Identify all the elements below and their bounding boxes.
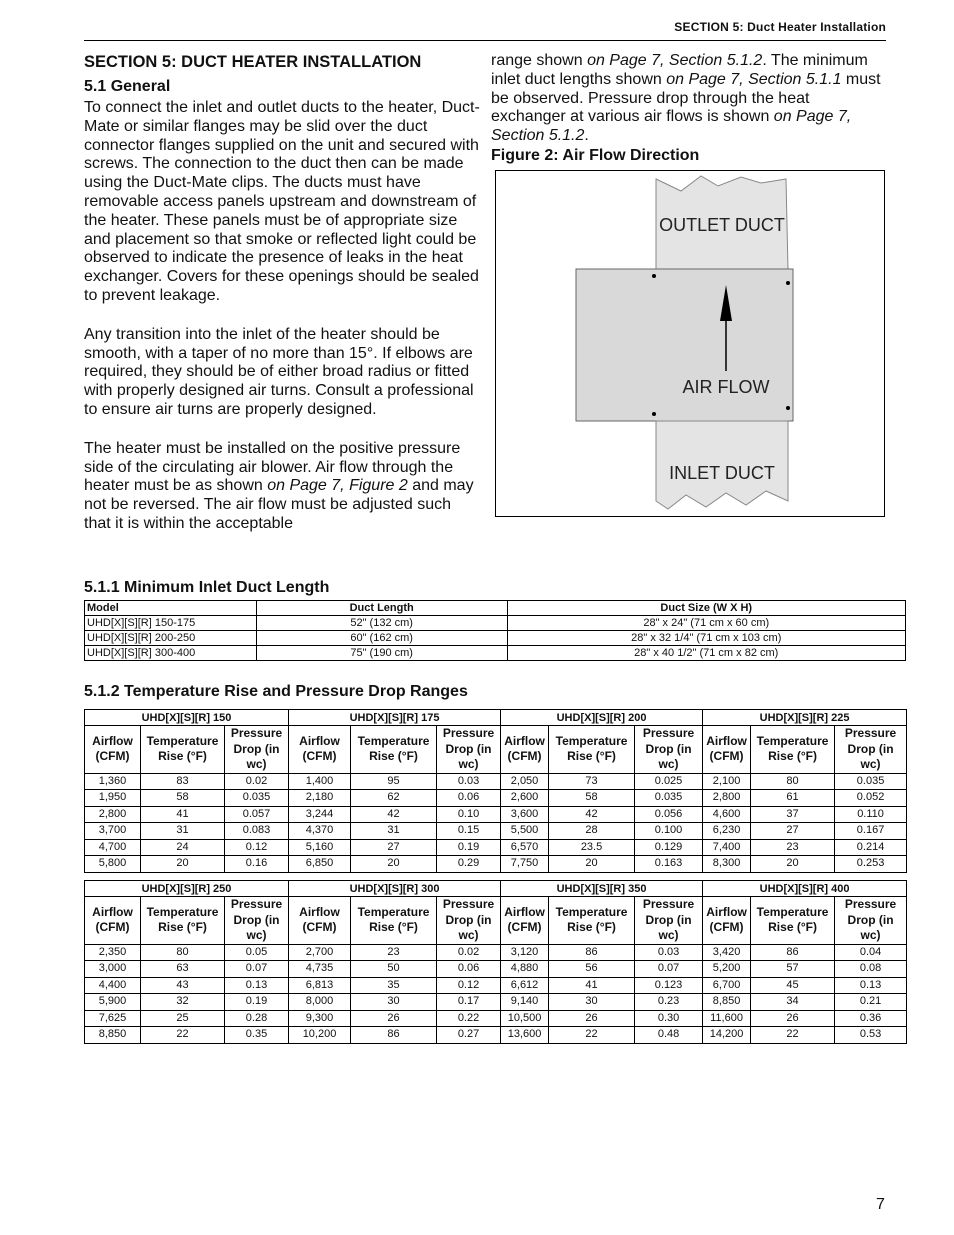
table-cell: 61 (751, 790, 835, 807)
header-rule (84, 40, 886, 41)
table-cell: 75" (190 cm) (256, 646, 507, 661)
table-cell: 0.12 (437, 977, 501, 994)
table-cell: 0.057 (225, 806, 289, 823)
table-cell: 20 (549, 856, 635, 873)
table-cell: 31 (141, 823, 225, 840)
temp-rise-table-2 (84, 880, 907, 1044)
table-cell: 4,400 (85, 977, 141, 994)
table-cell: 0.53 (835, 1027, 907, 1044)
table-cell: 4,600 (703, 806, 751, 823)
screw-icon (652, 412, 656, 416)
table-cell: 24 (141, 839, 225, 856)
table-row (85, 977, 907, 994)
table-row (85, 646, 906, 661)
table-cell: 0.48 (635, 1027, 703, 1044)
table-cell: 80 (751, 773, 835, 790)
column-header: Airflow (CFM) (289, 726, 351, 774)
section-reference: on Page 7, Section 5.1.2 (491, 108, 852, 145)
table-cell: 0.035 (225, 790, 289, 807)
column-header: Pressure Drop (in wc) (635, 897, 703, 945)
left-column (84, 52, 480, 534)
table-cell: 0.12 (225, 839, 289, 856)
table-cell: 0.100 (635, 823, 703, 840)
table-cell: 43 (141, 977, 225, 994)
table-cell: 0.07 (635, 961, 703, 978)
screw-icon (786, 406, 790, 410)
table-cell: 0.15 (437, 823, 501, 840)
table-cell: 20 (751, 856, 835, 873)
table-cell: 1,950 (85, 790, 141, 807)
table-cell: 8,850 (703, 994, 751, 1011)
table-cell: 50 (351, 961, 437, 978)
table-cell: 2,800 (85, 806, 141, 823)
table-cell: 6,813 (289, 977, 351, 994)
column-header: Temperature Rise (°F) (141, 726, 225, 774)
table-cell: 0.163 (635, 856, 703, 873)
table-cell: 37 (751, 806, 835, 823)
table-cell: 5,900 (85, 994, 141, 1011)
general-heading: 5.1 General (84, 78, 171, 95)
table-cell: 45 (751, 977, 835, 994)
column-header: Temperature Rise (°F) (751, 897, 835, 945)
table-cell: 32 (141, 994, 225, 1011)
column-header: Pressure Drop (in wc) (437, 726, 501, 774)
general-para-1: To connect the inlet and outlet ducts to the heater, Duct-Mate or similar flanges may be slid over the duct connector flanges supplied on the unit and secured with screws. The connection to the duct then can be made using the Duct-Mate clips. The ducts must have removable access panels upstream and downstream of the heater. These panels must be of appropriate size and placement so that smoke or reflected light could be observed to indicate the presence of leaks in the heat exchanger. Covers for these openings should be sealed to prevent leakage. (84, 99, 480, 304)
table-cell: 34 (751, 994, 835, 1011)
table-cell: 22 (141, 1027, 225, 1044)
table-cell: 2,100 (703, 773, 751, 790)
model-header-row (85, 881, 907, 897)
table-cell: 7,400 (703, 839, 751, 856)
table-cell: 0.03 (437, 773, 501, 790)
table-cell: 6,850 (289, 856, 351, 873)
table-cell: 5,800 (85, 856, 141, 873)
table-row (85, 1010, 907, 1027)
table-cell: 1,400 (289, 773, 351, 790)
air-flow-diagram (496, 171, 883, 515)
table-cell: 10,500 (501, 1010, 549, 1027)
table-cell: 42 (351, 806, 437, 823)
table-cell: 0.19 (225, 994, 289, 1011)
table-cell: 10,200 (289, 1027, 351, 1044)
right-column (491, 52, 887, 166)
table-cell: 63 (141, 961, 225, 978)
table-cell: 11,600 (703, 1010, 751, 1027)
table-cell: 83 (141, 773, 225, 790)
table-cell: 0.214 (835, 839, 907, 856)
model-header: UHD[X][S][R] 300 (289, 881, 501, 897)
table-cell: 41 (141, 806, 225, 823)
table-cell: 58 (141, 790, 225, 807)
table-cell: 0.035 (835, 773, 907, 790)
table-cell: 3,700 (85, 823, 141, 840)
table-cell: 0.10 (437, 806, 501, 823)
general-para-3: The heater must be installed on the positive pressure side of the circulating air blower. Air flow through the heater must be as shown on Page 7, Figure 2 and may not be reversed. The air flow must be adjusted such that it is within the acceptable (84, 439, 474, 532)
table-cell: 22 (751, 1027, 835, 1044)
outlet-duct-label: OUTLET DUCT (659, 215, 785, 235)
table-cell: 3,420 (703, 944, 751, 961)
table-cell: 4,735 (289, 961, 351, 978)
table-cell: 20 (351, 856, 437, 873)
table-cell: UHD[X][S][R] 300-400 (85, 646, 257, 661)
table-cell: 0.35 (225, 1027, 289, 1044)
table-cell: 26 (351, 1010, 437, 1027)
column-header: Pressure Drop (in wc) (635, 726, 703, 774)
table-cell: 3,600 (501, 806, 549, 823)
table-cell: 3,120 (501, 944, 549, 961)
temp-rise-heading: 5.1.2 Temperature Rise and Pressure Drop Ranges (84, 683, 468, 700)
table-cell: 13,600 (501, 1027, 549, 1044)
table-cell: 0.29 (437, 856, 501, 873)
table-cell: 27 (751, 823, 835, 840)
table-cell: 23 (751, 839, 835, 856)
table-cell: 86 (549, 944, 635, 961)
table-cell: 60" (162 cm) (256, 631, 507, 646)
table-cell: 2,050 (501, 773, 549, 790)
table-cell: 0.129 (635, 839, 703, 856)
table-cell: 4,880 (501, 961, 549, 978)
table-cell: 2,700 (289, 944, 351, 961)
inlet-duct-label: INLET DUCT (669, 463, 775, 483)
column-header: Airflow (CFM) (85, 726, 141, 774)
column-header: Pressure Drop (in wc) (225, 726, 289, 774)
table-cell: 0.04 (835, 944, 907, 961)
figure-title: Figure 2: Air Flow Direction (491, 146, 700, 164)
model-header: UHD[X][S][R] 200 (501, 710, 703, 726)
model-header-row (85, 710, 907, 726)
column-header: Temperature Rise (°F) (549, 726, 635, 774)
table-cell: 30 (351, 994, 437, 1011)
table-cell: 73 (549, 773, 635, 790)
column-header: Pressure Drop (in wc) (437, 897, 501, 945)
table-cell: 0.07 (225, 961, 289, 978)
table-cell: 0.13 (225, 977, 289, 994)
table-cell: 0.21 (835, 994, 907, 1011)
table-cell: 28" x 32 1/4" (71 cm x 103 cm) (507, 631, 905, 646)
column-header: Model (85, 601, 257, 616)
column-header-row (85, 726, 907, 774)
screw-icon (652, 274, 656, 278)
table-cell: 9,300 (289, 1010, 351, 1027)
min-inlet-table (84, 600, 906, 661)
column-header: Airflow (CFM) (85, 897, 141, 945)
model-header: UHD[X][S][R] 250 (85, 881, 289, 897)
column-header: Airflow (CFM) (703, 897, 751, 945)
table-cell: 0.06 (437, 961, 501, 978)
table-cell: 0.052 (835, 790, 907, 807)
column-header: Temperature Rise (°F) (141, 897, 225, 945)
table-cell: 0.123 (635, 977, 703, 994)
air-flow-figure (495, 170, 885, 517)
column-header: Pressure Drop (in wc) (225, 897, 289, 945)
table-cell: 3,244 (289, 806, 351, 823)
table-cell: 0.035 (635, 790, 703, 807)
column-header: Airflow (CFM) (703, 726, 751, 774)
table-cell: 0.36 (835, 1010, 907, 1027)
table-cell: 27 (351, 839, 437, 856)
column-header: Temperature Rise (°F) (751, 726, 835, 774)
table-cell: 6,612 (501, 977, 549, 994)
table-cell: 28" x 40 1/2" (71 cm x 82 cm) (507, 646, 905, 661)
table-cell: 5,200 (703, 961, 751, 978)
table-cell: 23.5 (549, 839, 635, 856)
column-header: Duct Length (256, 601, 507, 616)
table-cell: 52" (132 cm) (256, 616, 507, 631)
table-cell: 20 (141, 856, 225, 873)
table-cell: 28 (549, 823, 635, 840)
table-cell: 9,140 (501, 994, 549, 1011)
model-header: UHD[X][S][R] 150 (85, 710, 289, 726)
table-cell: 35 (351, 977, 437, 994)
column-header: Pressure Drop (in wc) (835, 897, 907, 945)
section-reference: on Page 7, Section 5.1.2 (587, 52, 763, 69)
table-cell: 6,230 (703, 823, 751, 840)
general-para-3-continued: range shown on Page 7, Section 5.1.2. The minimum inlet duct lengths shown on Page 7, Section 5.1.1 must be observed. Pressure drop through the heat exchanger at various air flows is shown on Page 7, Section 5.1.2. (491, 52, 881, 145)
table-cell: 95 (351, 773, 437, 790)
table-row (85, 994, 907, 1011)
table-cell: 0.056 (635, 806, 703, 823)
screw-icon (786, 281, 790, 285)
table-cell: 56 (549, 961, 635, 978)
table-cell: 0.30 (635, 1010, 703, 1027)
table-cell: 7,625 (85, 1010, 141, 1027)
column-header: Airflow (CFM) (501, 897, 549, 945)
section-title: SECTION 5: DUCT HEATER INSTALLATION (84, 53, 422, 71)
table-row (85, 839, 907, 856)
table-cell: 7,750 (501, 856, 549, 873)
table-cell: 8,300 (703, 856, 751, 873)
model-header: UHD[X][S][R] 350 (501, 881, 703, 897)
table-cell: 5,500 (501, 823, 549, 840)
table-row (85, 790, 907, 807)
table-cell: 62 (351, 790, 437, 807)
table-cell: 0.28 (225, 1010, 289, 1027)
table-header-row (85, 601, 906, 616)
table-row (85, 1027, 907, 1044)
table-cell: 0.110 (835, 806, 907, 823)
table-cell: 57 (751, 961, 835, 978)
table-cell: 4,370 (289, 823, 351, 840)
table-cell: 58 (549, 790, 635, 807)
table-cell: 8,000 (289, 994, 351, 1011)
table-cell: 6,700 (703, 977, 751, 994)
table-cell: 0.23 (635, 994, 703, 1011)
table-cell: 0.167 (835, 823, 907, 840)
table-cell: UHD[X][S][R] 200-250 (85, 631, 257, 646)
table-row (85, 856, 907, 873)
column-header-row (85, 897, 907, 945)
table-row (85, 616, 906, 631)
table-cell: 0.19 (437, 839, 501, 856)
table-cell: 0.06 (437, 790, 501, 807)
model-header: UHD[X][S][R] 400 (703, 881, 907, 897)
table-cell: 0.17 (437, 994, 501, 1011)
temp-rise-table-1 (84, 709, 907, 873)
column-header: Airflow (CFM) (501, 726, 549, 774)
table-cell: 2,350 (85, 944, 141, 961)
table-row (85, 806, 907, 823)
table-cell: 0.02 (437, 944, 501, 961)
table-cell: 6,570 (501, 839, 549, 856)
table-cell: 0.253 (835, 856, 907, 873)
table-cell: 22 (549, 1027, 635, 1044)
table-cell: 14,200 (703, 1027, 751, 1044)
table-cell: 86 (351, 1027, 437, 1044)
table-row (85, 823, 907, 840)
table-cell: 0.05 (225, 944, 289, 961)
table-cell: 26 (751, 1010, 835, 1027)
table-cell: 1,360 (85, 773, 141, 790)
table-cell: 3,000 (85, 961, 141, 978)
model-header: UHD[X][S][R] 175 (289, 710, 501, 726)
table-cell: 5,160 (289, 839, 351, 856)
column-header: Pressure Drop (in wc) (835, 726, 907, 774)
column-header: Duct Size (W X H) (507, 601, 905, 616)
table-cell: 28" x 24" (71 cm x 60 cm) (507, 616, 905, 631)
min-inlet-heading: 5.1.1 Minimum Inlet Duct Length (84, 579, 330, 596)
table-cell: 0.27 (437, 1027, 501, 1044)
table-row (85, 773, 907, 790)
table-cell: 41 (549, 977, 635, 994)
table-cell: 0.08 (835, 961, 907, 978)
running-header: SECTION 5: Duct Heater Installation (674, 20, 886, 34)
column-header: Temperature Rise (°F) (351, 897, 437, 945)
table-cell: 0.16 (225, 856, 289, 873)
table-cell: 86 (751, 944, 835, 961)
table-cell: 0.02 (225, 773, 289, 790)
table-row (85, 961, 907, 978)
figure-reference: on Page 7, Figure 2 (267, 477, 408, 495)
airflow-label: AIR FLOW (682, 377, 770, 397)
heater-body (576, 269, 793, 421)
table-cell: 0.22 (437, 1010, 501, 1027)
table-cell: 30 (549, 994, 635, 1011)
table-cell: 4,700 (85, 839, 141, 856)
table-cell: 2,180 (289, 790, 351, 807)
table-cell: 23 (351, 944, 437, 961)
general-para-2: Any transition into the inlet of the heater should be smooth, with a taper of no more than 15°. If elbows are required, they should be of either broad radius or fitted with properly designed air turns. Consult a professional to ensure air turns are properly designed. (84, 325, 474, 418)
table-row (85, 944, 907, 961)
table-cell: 25 (141, 1010, 225, 1027)
table-cell: 80 (141, 944, 225, 961)
section-reference: on Page 7, Section 5.1.1 (666, 70, 842, 88)
table-cell: 42 (549, 806, 635, 823)
table-cell: 0.025 (635, 773, 703, 790)
table-cell: 31 (351, 823, 437, 840)
column-header: Temperature Rise (°F) (351, 726, 437, 774)
table-cell: 2,600 (501, 790, 549, 807)
table-row (85, 631, 906, 646)
model-header: UHD[X][S][R] 225 (703, 710, 907, 726)
table-cell: UHD[X][S][R] 150-175 (85, 616, 257, 631)
column-header: Airflow (CFM) (289, 897, 351, 945)
table-cell: 2,800 (703, 790, 751, 807)
table-cell: 26 (549, 1010, 635, 1027)
table-cell: 0.083 (225, 823, 289, 840)
page-number: 7 (876, 1196, 885, 1213)
table-cell: 0.13 (835, 977, 907, 994)
column-header: Temperature Rise (°F) (549, 897, 635, 945)
table-cell: 0.03 (635, 944, 703, 961)
table-cell: 8,850 (85, 1027, 141, 1044)
